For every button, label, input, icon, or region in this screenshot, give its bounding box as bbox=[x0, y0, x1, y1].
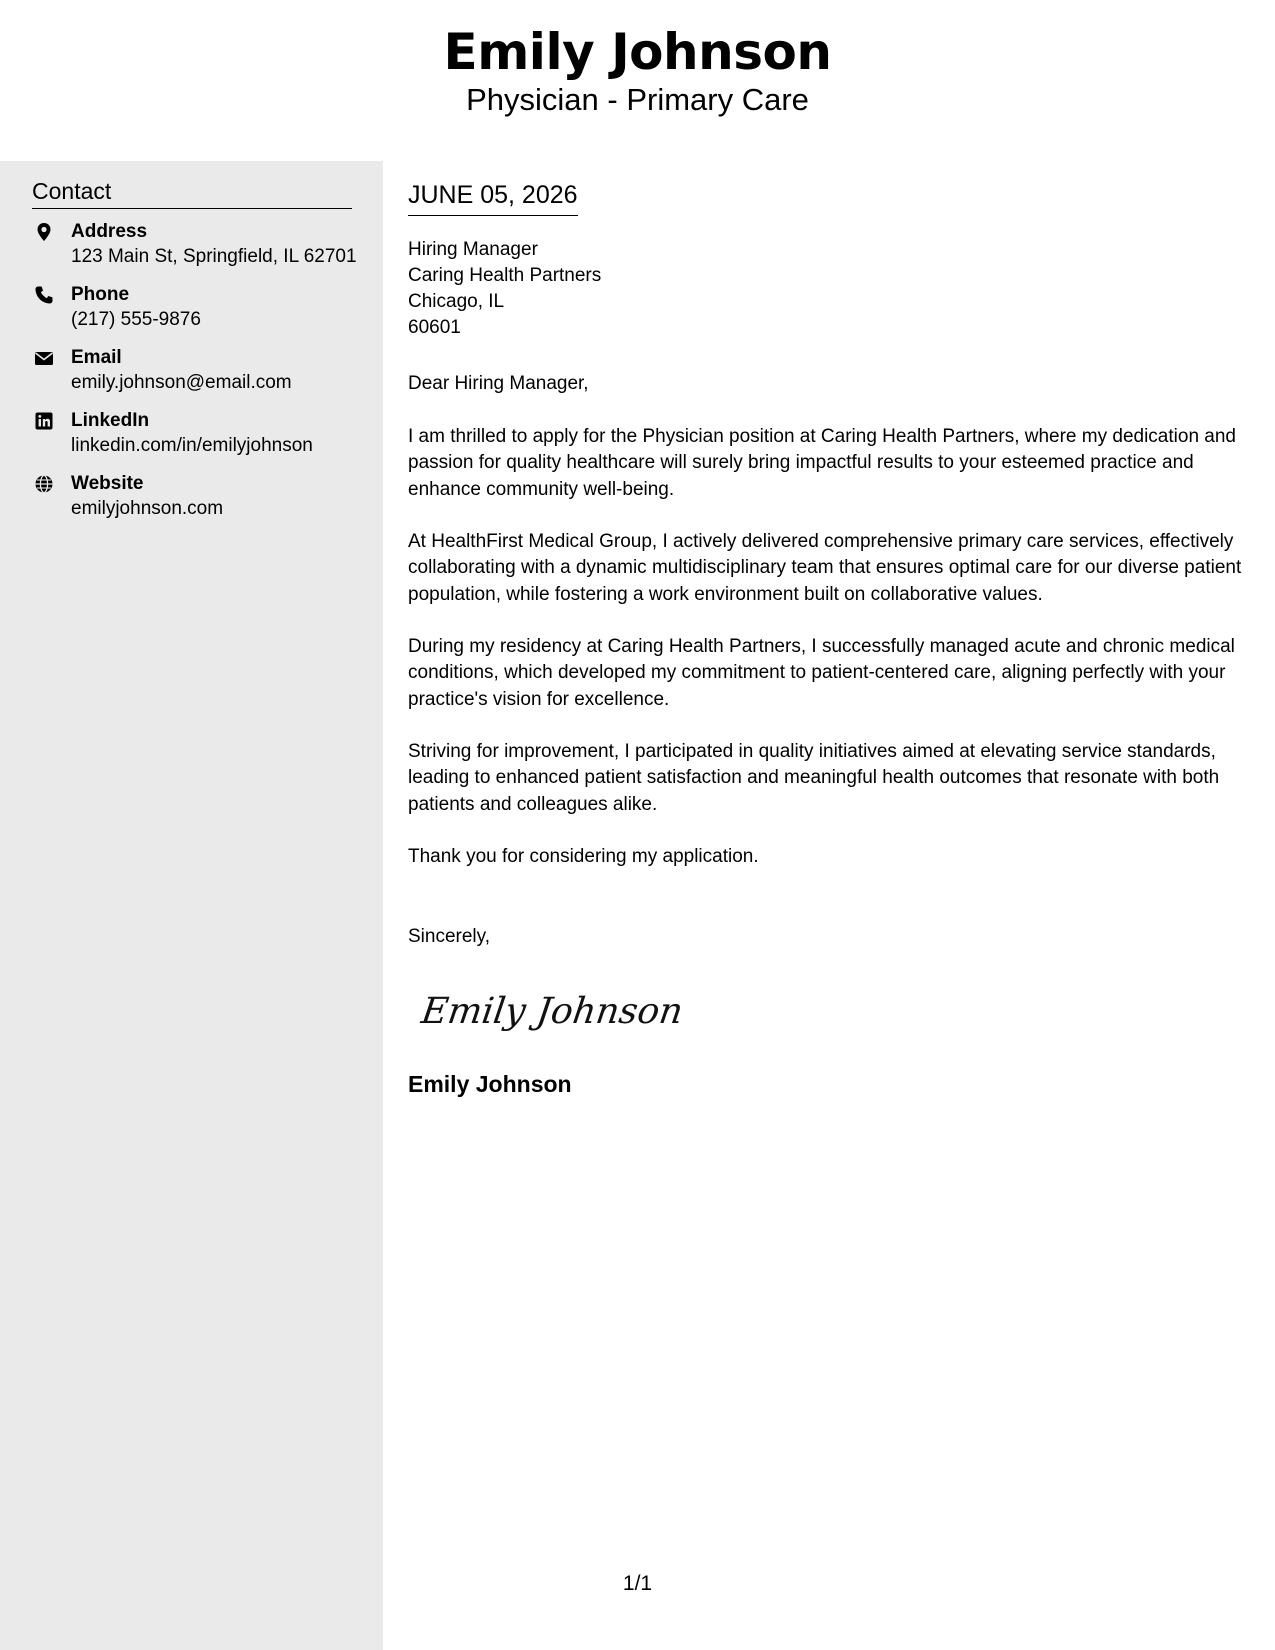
contact-label: LinkedIn bbox=[71, 410, 150, 431]
envelope-icon bbox=[34, 348, 54, 368]
applicant-name: Emily Johnson bbox=[443, 23, 832, 81]
letter-header bbox=[0, 0, 1275, 160]
contact-label: Website bbox=[71, 473, 144, 494]
contact-label: Address bbox=[71, 221, 148, 242]
applicant-title: Physician - Primary Care bbox=[466, 82, 809, 117]
body-paragraph: During my residency at Caring Health Partners, I successfully managed acute and chronic medical conditions, which developed my commitment to patient-centered care, aligning perfectly with your practice's vision for excellence. bbox=[408, 636, 1235, 710]
recipient-line: Chicago, IL bbox=[408, 291, 505, 312]
linkedin-icon bbox=[34, 411, 54, 431]
closing-line: Sincerely, bbox=[408, 926, 491, 947]
signature-text: Emily Johnson bbox=[418, 989, 686, 1032]
handwritten-signature bbox=[418, 981, 686, 1041]
body-paragraph: Striving for improvement, I participated in quality initiatives aimed at elevating service standards, leading to enhanced patient satisfaction and meaningful health outcomes that resonate with both patients and colleagues alike. bbox=[408, 741, 1220, 815]
contact-label: Phone bbox=[71, 284, 130, 305]
recipient-line: 60601 bbox=[408, 317, 461, 338]
page-number: 1/1 bbox=[622, 1572, 653, 1595]
contact-label: Email bbox=[71, 347, 122, 368]
globe-icon bbox=[34, 474, 54, 494]
contact-heading: Contact bbox=[32, 176, 352, 209]
phone-icon bbox=[34, 285, 54, 305]
signature-name: Emily Johnson bbox=[408, 1071, 572, 1097]
body-paragraph: At HealthFirst Medical Group, I actively delivered comprehensive primary care services, effectively collaborating with a dynamic multidisciplinary team that ensures optimal care for our diverse patient population, while fostering a work environment built on collaborative values. bbox=[408, 531, 1242, 605]
contact-item-phone bbox=[32, 283, 372, 333]
contact-value: emilyjohnson.com bbox=[71, 498, 224, 519]
contact-sidebar bbox=[0, 161, 383, 1650]
salutation: Dear Hiring Manager, bbox=[408, 373, 589, 394]
contact-item-linkedin bbox=[32, 409, 372, 459]
recipient-block bbox=[408, 237, 601, 341]
contact-value: (217) 555-9876 bbox=[71, 309, 201, 330]
letter-date: JUNE 05, 2026 bbox=[408, 179, 578, 216]
recipient-line: Caring Health Partners bbox=[408, 265, 602, 286]
contact-value: emily.johnson@email.com bbox=[71, 372, 292, 393]
contact-item-email bbox=[32, 346, 372, 396]
contact-value: 123 Main St, Springfield, IL 62701 bbox=[71, 246, 357, 267]
contact-item-website bbox=[32, 472, 372, 522]
recipient-line: Hiring Manager bbox=[408, 239, 538, 260]
body-paragraph: I am thrilled to apply for the Physician position at Caring Health Partners, where my dedication and passion for quality healthcare will surely bring impactful results to your esteemed practice and enhance community well-being. bbox=[408, 426, 1236, 500]
map-pin-icon bbox=[34, 222, 54, 242]
thanks-line: Thank you for considering my application. bbox=[408, 846, 759, 867]
contact-value: linkedin.com/in/emilyjohnson bbox=[71, 435, 313, 456]
contact-item-address bbox=[32, 220, 372, 270]
